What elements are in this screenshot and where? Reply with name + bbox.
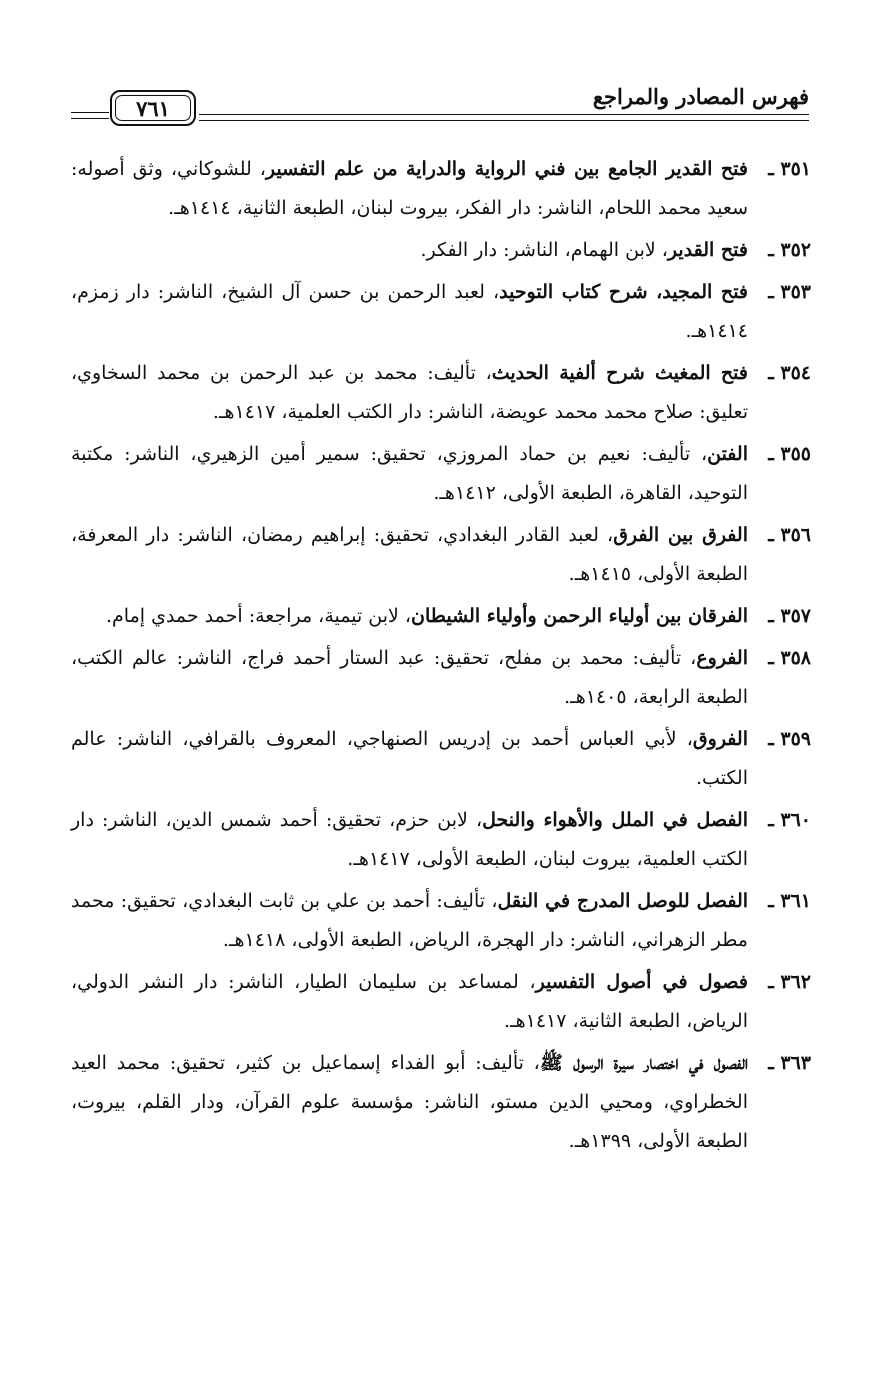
bibliography-entry (71, 516, 811, 594)
entry-details: ، لابن الهمام، الناشر: دار الفكر. (420, 239, 668, 261)
bibliography-entry (71, 597, 811, 636)
running-title: فهرس المصادر والمراجع (592, 84, 809, 109)
entry-title: فتح المجيد، شرح كتاب التوحيد (499, 281, 749, 303)
page-number-frame (110, 90, 196, 126)
entry-number: ٣٥٢ ـ (768, 239, 811, 261)
entry-title: الفصل في الملل والأهواء والنحل (482, 809, 749, 831)
entry-number: ٣٥١ ـ (768, 158, 811, 180)
entry-number: ٣٥٣ ـ (768, 281, 811, 303)
entry-details: ، تأليف: نعيم بن حماد المروزي، تحقيق: سمير أمين الزهيري، الناشر: مكتبة التوحيد، القاهرة، الطبعة الأولى، ١٤١٢هـ. (71, 443, 748, 504)
entry-number: ٣٥٩ ـ (768, 728, 811, 750)
entry-number: ٣٦٢ ـ (768, 971, 811, 993)
entry-details: ، لابن تيمية، مراجعة: أحمد حمدي إمام. (105, 605, 412, 627)
entry-details: ، للشوكاني، وثق أصوله: سعيد محمد اللحام، الناشر: دار الفكر، بيروت لبنان، الطبعة الثانية، ١٤١٤هـ. (71, 158, 748, 219)
bibliography-entry (71, 273, 811, 351)
header-rule (199, 120, 809, 121)
entry-number: ٣٦١ ـ (768, 890, 811, 912)
entry-number: ٣٦٠ ـ (768, 809, 811, 831)
page-number: ٧٦١ (115, 95, 191, 121)
bibliography-entry (71, 435, 811, 513)
entry-details: ، تأليف: أبو الفداء إسماعيل بن كثير، تحقيق: محمد العيد الخطراوي، ومحيي الدين مستو، الناشر: مؤسسة علوم القرآن، ودار القلم، بيروت، الطبعة الأولى، ١٣٩٩هـ. (71, 1052, 748, 1152)
entry-number: ٣٥٦ ـ (768, 524, 811, 546)
entry-details: ، لابن حزم، تحقيق: أحمد شمس الدين، الناشر: دار الكتب العلمية، بيروت لبنان، الطبعة الأولى، ١٤١٧هـ. (71, 809, 748, 870)
bibliography-entry (71, 882, 811, 960)
bibliography-entry (71, 963, 811, 1041)
entry-details: ، لعبد القادر البغدادي، تحقيق: إبراهيم رمضان، الناشر: دار المعرفة، الطبعة الأولى، ١٤١٥هـ. (71, 524, 748, 585)
entry-details: ، تأليف: محمد بن عبد الرحمن بن محمد السخاوي، تعليق: صلاح محمد محمد عويضة، الناشر: دار الكتب العلمية، ١٤١٧هـ. (71, 362, 748, 423)
entry-number: ٣٥٤ ـ (768, 362, 811, 384)
bibliography-entry (71, 231, 811, 270)
bibliography-entry (71, 720, 811, 798)
entry-title: الفصول في اختصار سيرة الرسول ﷺ (539, 1052, 748, 1074)
bibliography-entry (71, 1044, 811, 1161)
entry-title: فتح القدير (667, 239, 748, 261)
header-rule (71, 118, 109, 119)
entry-title: الفرقان بين أولياء الرحمن وأولياء الشيطان (411, 605, 748, 627)
entry-title: فصول في أصول التفسير (535, 971, 748, 993)
entry-title: الفرق بين الفرق (613, 524, 748, 546)
bibliography-entry (71, 801, 811, 879)
entry-title: الفتن (707, 443, 748, 465)
entry-title: الفروق (692, 728, 748, 750)
entry-title: الفروع (696, 647, 748, 669)
entry-details: ، لمساعد بن سليمان الطيار، الناشر: دار النشر الدولي، الرياض، الطبعة الثانية، ١٤١٧هـ. (71, 971, 748, 1032)
entry-details: ، تأليف: محمد بن مفلح، تحقيق: عبد الستار أحمد فراج، الناشر: عالم الكتب، الطبعة الرابعة، ١٤٠٥هـ. (71, 647, 748, 708)
entry-number: ٣٥٥ ـ (768, 443, 811, 465)
entry-title: الفصل للوصل المدرج في النقل (497, 890, 749, 912)
entry-title: فتح القدير الجامع بين فني الرواية والدراية من علم التفسير (265, 158, 748, 180)
entry-title: فتح المغيث شرح ألفية الحديث (491, 362, 748, 384)
bibliography-list (71, 150, 811, 1164)
entry-details: ، لعبد الرحمن بن حسن آل الشيخ، الناشر: دار زمزم، ١٤١٤هـ. (71, 281, 748, 342)
bibliography-entry (71, 639, 811, 717)
entry-details: ، لأبي العباس أحمد بن إدريس الصنهاجي، المعروف بالقرافي، الناشر: عالم الكتب. (71, 728, 748, 789)
entry-number: ٣٥٧ ـ (768, 605, 811, 627)
header-rule (199, 114, 809, 115)
entry-details: ، تأليف: أحمد بن علي بن ثابت البغدادي، تحقيق: محمد مطر الزهراني، الناشر: دار الهجرة، الرياض، الطبعة الأولى، ١٤١٨هـ. (71, 890, 748, 951)
bibliography-entry (71, 150, 811, 228)
entry-number: ٣٦٣ ـ (768, 1052, 811, 1074)
bibliography-entry (71, 354, 811, 432)
entry-number: ٣٥٨ ـ (768, 647, 811, 669)
header-rule (71, 112, 109, 113)
